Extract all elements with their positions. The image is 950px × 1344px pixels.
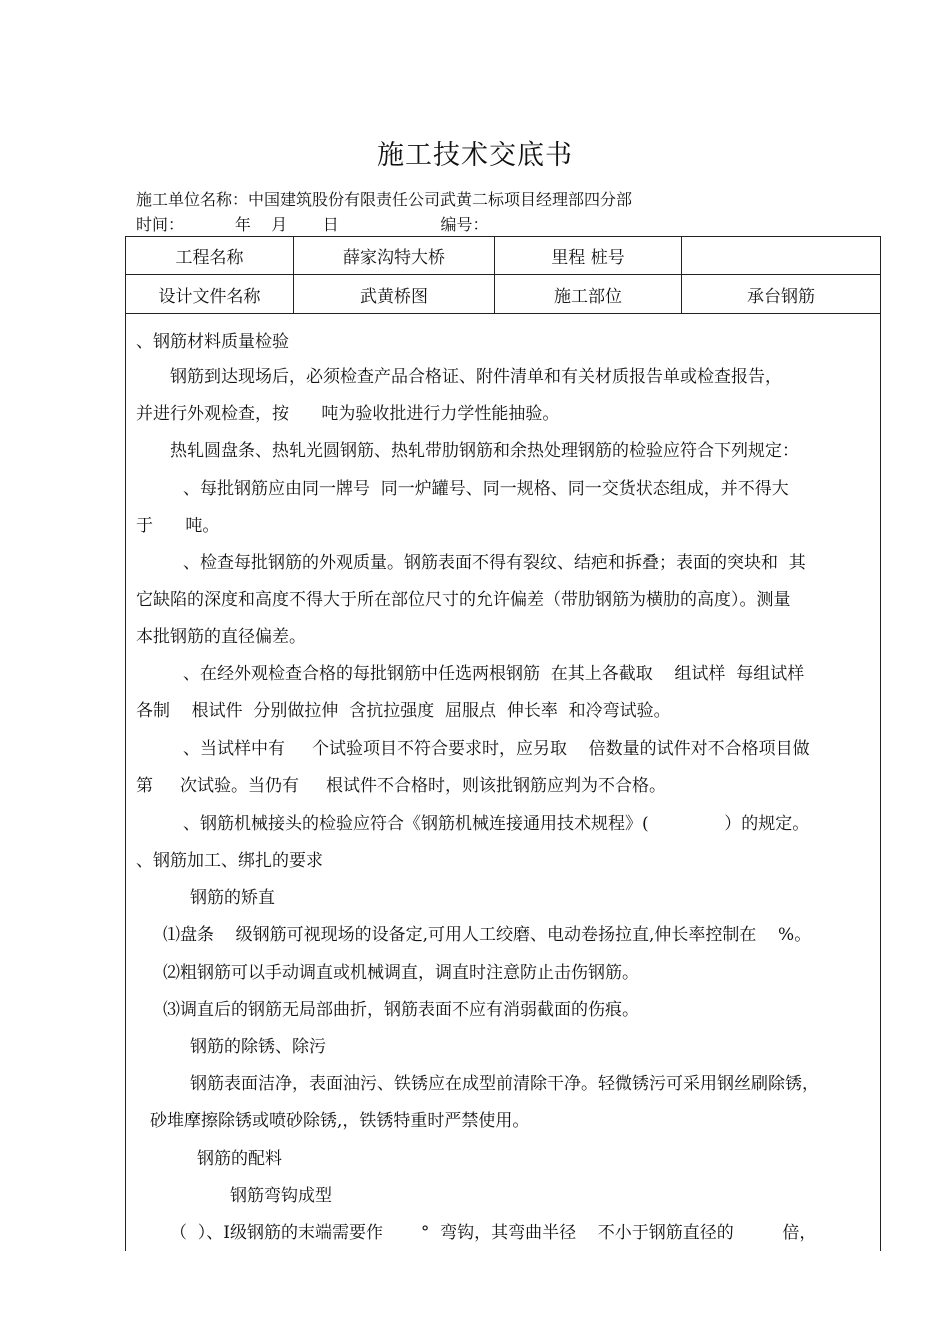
design-file-value: 武黄桥图 [294, 275, 495, 313]
mileage-label: 里程 桩号 [495, 237, 682, 274]
body-line: 砂堆摩擦除锈或喷砂除锈,，铁锈特重时严禁使用。 [150, 1111, 530, 1131]
subsection-heading: 钢筋的配料 [197, 1149, 282, 1169]
section-heading: 、钢筋材料质量检验 [136, 332, 289, 352]
body-line: （ ）、Ⅰ级钢筋的末端需要作 ° 弯钩，其弯曲半径 不小于钢筋直径的 倍， [170, 1223, 817, 1243]
header-row-design [126, 275, 880, 314]
body-line: 各制 根试件 分别做拉伸 含抗拉强度 屈服点 伸长率 和冷弯试验。 [136, 701, 671, 721]
body-line: 热轧圆盘条、热轧光圆钢筋、热轧带肋钢筋和余热处理钢筋的检验应符合下列规定： [170, 441, 799, 461]
section-heading: 、钢筋加工、绑扎的要求 [136, 851, 323, 871]
project-name-value: 薛家沟特大桥 [294, 237, 495, 274]
subsection-heading: 钢筋的矫直 [190, 888, 275, 908]
body-line: 它缺陷的深度和高度不得大于所在部位尺寸的允许偏差（带肋钢筋为横肋的高度）。测量 [136, 590, 791, 610]
body-line: 钢筋到达现场后，必须检查产品合格证、附件清单和有关材质报告单或检查报告， [170, 367, 782, 387]
construction-part-value: 承台钢筋 [747, 286, 815, 307]
body-line: ⑴盘条 级钢筋可视现场的设备定,可用人工绞磨、电动卷扬拉直,伸长率控制在 %。 [163, 925, 812, 945]
subsection-heading: 钢筋的除锈、除污 [190, 1037, 326, 1057]
body-line: 钢筋表面洁净，表面油污、铁锈应在成型前清除干净。轻微锈污可采用钢丝刷除锈， [190, 1074, 819, 1094]
body-line: 、在经外观检查合格的每批钢筋中任选两根钢筋 在其上各截取 组试样 每组试样 [183, 664, 805, 684]
body-line: 、钢筋机械接头的检验应符合《钢筋机械连接通用技术规程》( ）的规定。 [183, 814, 810, 834]
time-number-line: 时间： 年 月 日 编号： [136, 215, 489, 234]
construction-unit-line: 施工单位名称：中国建筑股份有限责任公司武黄二标项目经理部四分部 [136, 190, 633, 209]
body-line: ⑶调直后的钢筋无局部曲折，钢筋表面不应有消弱截面的伤痕。 [163, 1000, 639, 1020]
document-title: 施工技术交底书 [377, 140, 573, 171]
body-line: 、当试样中有 个试验项目不符合要求时，应另取 倍数量的试件对不合格项目做 [183, 739, 810, 759]
body-line: 于 吨。 [136, 516, 220, 536]
mileage-value [682, 237, 880, 274]
body-line: 、检查每批钢筋的外观质量。钢筋表面不得有裂纹、结疤和拆叠；表面的突块和 其 [183, 553, 806, 573]
body-line: 并进行外观检查，按 吨为验收批进行力学性能抽验。 [136, 404, 560, 424]
body-line: 、每批钢筋应由同一牌号 同一炉罐号、同一规格、同一交货状态组成，并不得大 [183, 479, 789, 499]
construction-part-label: 施工部位 [495, 275, 682, 313]
project-name-label: 工程名称 [126, 237, 294, 274]
body-line: 第 次试验。当仍有 根试件不合格时，则该批钢筋应判为不合格。 [136, 776, 667, 796]
body-line: ⑵粗钢筋可以手动调直或机械调直，调直时注意防止击伤钢筋。 [163, 963, 639, 983]
header-row-project [126, 237, 880, 275]
body-line: 本批钢筋的直径偏差。 [136, 627, 306, 647]
design-file-label: 设计文件名称 [126, 275, 294, 313]
subsection-heading: 钢筋弯钩成型 [230, 1186, 332, 1206]
